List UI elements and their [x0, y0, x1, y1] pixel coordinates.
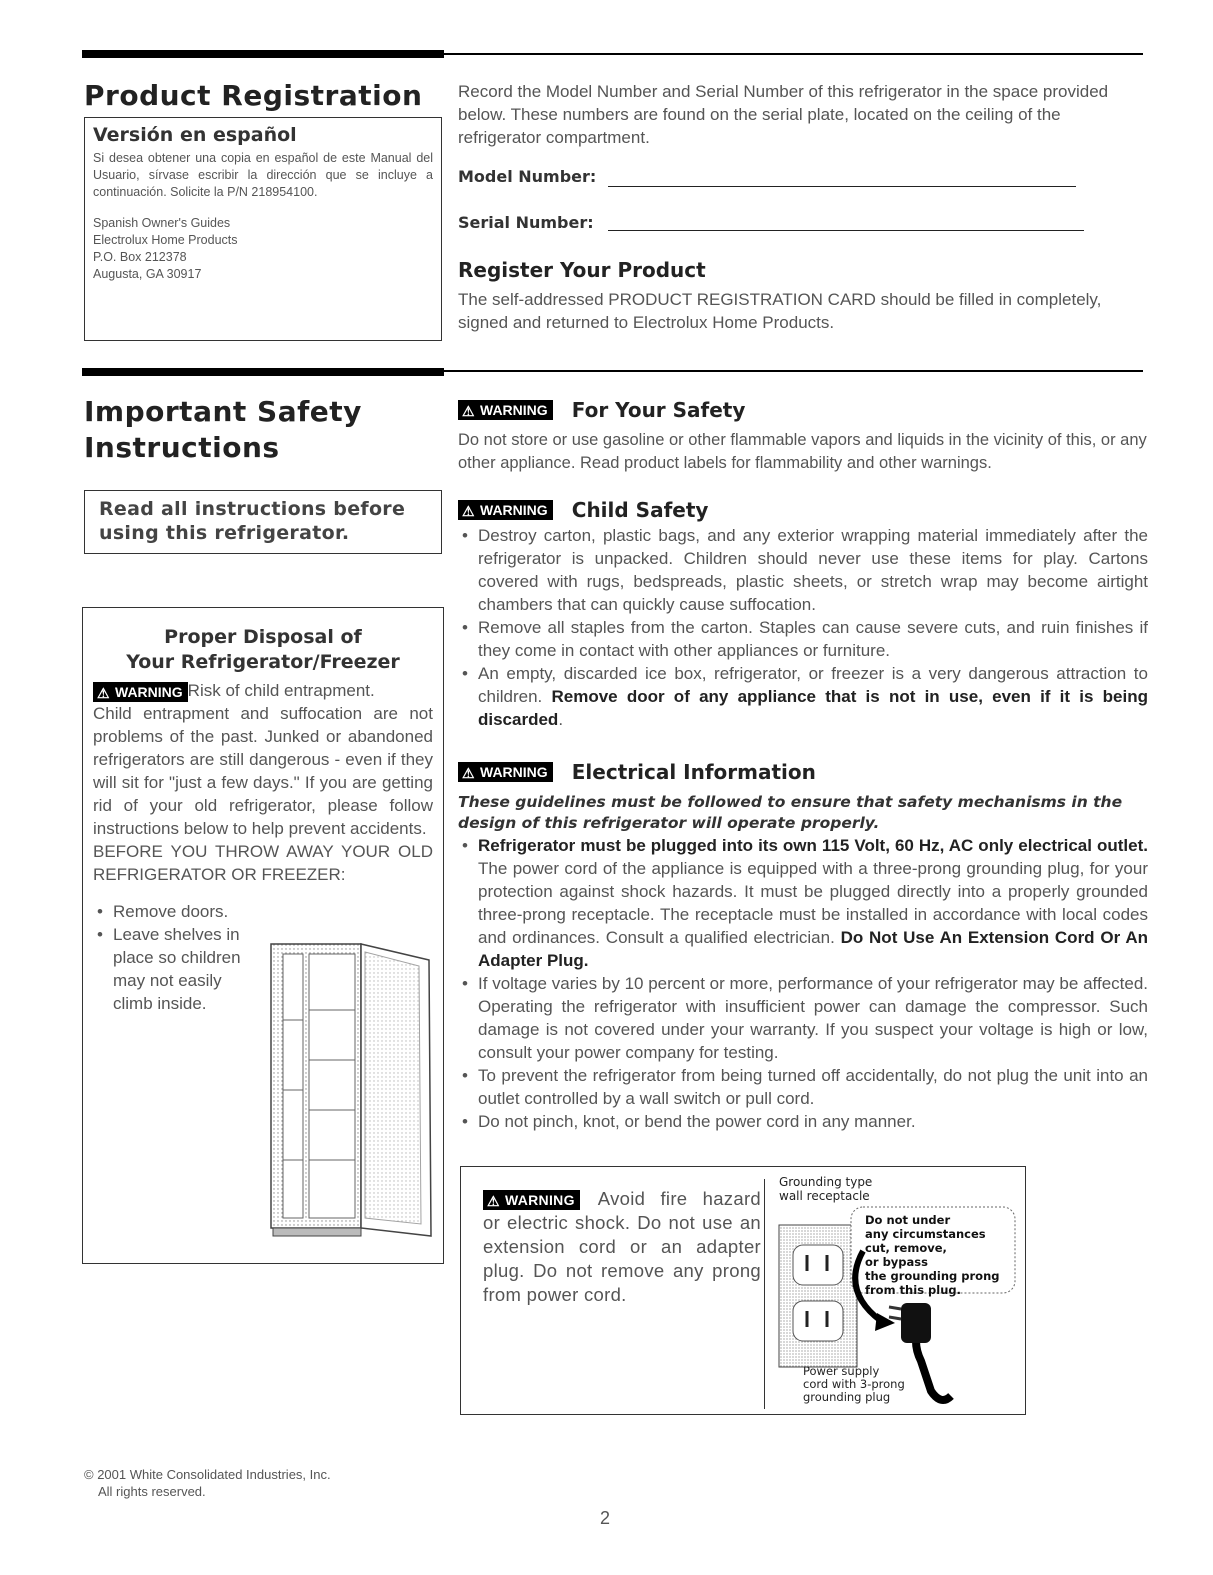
- spanish-heading: Versión en español: [93, 124, 297, 146]
- spanish-version-box: [84, 117, 442, 341]
- for-your-safety-header: [458, 398, 745, 422]
- power-cord-label: Power supply cord with 3-prong grounding plug: [803, 1364, 905, 1404]
- child-safety-header: [458, 498, 708, 522]
- warning-badge-disposal: ⚠ WARNING: [93, 682, 188, 702]
- grounding-receptacle-label: Grounding type wall receptacle: [779, 1175, 873, 1203]
- product-registration-heading: Product Registration: [84, 79, 423, 112]
- grounding-callout: [865, 1213, 1013, 1297]
- electrical-item-3: • To prevent the refrigerator from being turned off accidentally, do not plug the unit into an outlet controlled by a wall switch or pull cord.: [458, 1064, 1148, 1110]
- plug-separator: [764, 1179, 765, 1409]
- model-number-field[interactable]: [608, 186, 1076, 187]
- child-safety-item-1: • Destroy carton, plastic bags, and any exterior wrapping material immediately after the refrigerator is unpacked. Children should never use these items for play. Cartons covered with rugs, bedspreads, plastic sheets, or stretch wrap may become airtight chambers that can quickly cause suffocation.: [458, 524, 1148, 616]
- callout-line-4: or bypass: [865, 1255, 928, 1269]
- serial-number-field[interactable]: [608, 230, 1084, 231]
- top-rule-thin: [444, 53, 1143, 55]
- warning-badge-electrical: ⚠ WARNING: [458, 762, 553, 782]
- disposal-item-2: • Leave shelves in place so children may not easily climb inside.: [93, 923, 253, 1015]
- child-safety-heading: Child Safety: [571, 498, 709, 522]
- disposal-box: [82, 607, 444, 1264]
- model-number-row: [458, 167, 1148, 186]
- address-line-4: Augusta, GA 30917: [93, 267, 202, 281]
- disposal-item-1: • Remove doors.: [93, 900, 253, 923]
- spanish-address: [93, 215, 433, 283]
- plug-warning-text: ⚠ WARNING Avoid fire hazard or electric shock. Do not use an extension cord or an adapter plug. Do not remove any prong from power cord.: [483, 1188, 761, 1305]
- serial-number-label: Serial Number:: [458, 213, 594, 232]
- copyright: [84, 1466, 331, 1500]
- read-instructions-box: [84, 490, 442, 554]
- warning-triangle-icon: ⚠: [487, 1193, 500, 1210]
- safety-heading-line2: Instructions: [84, 431, 280, 464]
- callout-line-6: from this plug.: [865, 1283, 961, 1297]
- electrical-intro: These guidelines must be followed to ensure that safety mechanisms in the design of this refrigerator will operate properly.: [458, 793, 1123, 832]
- disposal-body: [93, 679, 433, 886]
- warning-badge-child: ⚠ WARNING: [458, 500, 553, 520]
- disposal-paragraph: Child entrapment and suffocation are not problems of the past. Junked or abandoned refrigerators are still dangerous - even if they will sit for "just a few days." If you are getting rid of your old refrigerator, please follow instructions below to help prevent accidents.: [93, 704, 433, 838]
- mid-rule-thin: [444, 370, 1143, 372]
- refrigerator-illustration: [269, 940, 439, 1240]
- disposal-heading-2: Your Refrigerator/Freezer: [126, 651, 400, 673]
- safety-heading: [84, 394, 444, 466]
- page-number: 2: [600, 1508, 611, 1528]
- electrical-heading: Electrical Information: [571, 760, 816, 784]
- for-your-safety-text: Do not store or use gasoline or other flammable vapors and liquids in the vicinity of this, or any other appliance. Read product labels for flammability and other warnings.: [458, 431, 1147, 472]
- spanish-paragraph: Si desea obtener una copia en español de este Manual del Usuario, sírvase escribir la dirección que se incluye a continuación. Solicite la P/N 218954100.: [93, 151, 433, 199]
- safety-heading-line1: Important Safety: [84, 395, 362, 428]
- electrical-item-4: • Do not pinch, knot, or bend the power cord in any manner.: [458, 1110, 1148, 1133]
- serial-number-row: [458, 213, 1148, 232]
- child-safety-item-2: • Remove all staples from the carton. Staples can cause severe cuts, and ruin finishes if they come in contact with other appliances or furniture.: [458, 616, 1148, 662]
- electrical-item-2: • If voltage varies by 10 percent or more, performance of your refrigerator may be affected. Operating the refrigerator with insufficient power can damage the compressor. Such damage is not covered under your warranty. If you suspect your voltage is high or low, consult your power company for testing.: [458, 972, 1148, 1064]
- child-safety-list: [458, 524, 1148, 731]
- copyright-line: © 2001 White Consolidated Industries, Inc.: [84, 1467, 331, 1482]
- mid-rule-thick: [82, 368, 444, 376]
- for-your-safety-heading: For Your Safety: [571, 398, 746, 422]
- warning-badge-plug: ⚠ WARNING: [483, 1190, 580, 1210]
- rights-line: All rights reserved.: [98, 1484, 206, 1499]
- callout-line-3: cut, remove,: [865, 1241, 947, 1255]
- disposal-risk: Risk of child entrapment.: [187, 681, 375, 700]
- registration-intro: Record the Model Number and Serial Number of this refrigerator in the space provided below. These numbers are found on the serial plate, located on the ceiling of the refrigerator compartment.: [458, 82, 1109, 147]
- remove-door-emphasis: Remove door of any appliance that is not in use, even if it is being discarded: [478, 687, 1148, 729]
- warning-triangle-icon: ⚠: [462, 503, 475, 519]
- model-number-label: Model Number:: [458, 167, 597, 186]
- address-line-2: Electrolux Home Products: [93, 233, 238, 247]
- warning-triangle-icon: ⚠: [462, 765, 475, 781]
- address-line-1: Spanish Owner's Guides: [93, 216, 231, 230]
- callout-line-2: any circumstances: [865, 1227, 986, 1241]
- disposal-list: [93, 900, 253, 1015]
- read-instructions-text: Read all instructions before using this refrigerator.: [99, 498, 406, 544]
- register-product-heading: Register Your Product: [458, 258, 706, 282]
- address-line-3: P.O. Box 212378: [93, 250, 187, 264]
- top-rule-thick: [82, 50, 444, 58]
- callout-line-1: Do not under: [865, 1213, 951, 1227]
- register-product-text: The self-addressed PRODUCT REGISTRATION CARD should be filled in completely, signed and returned to Electrolux Home Products.: [458, 290, 1102, 332]
- warning-triangle-icon: ⚠: [462, 403, 475, 419]
- electrical-list: [458, 834, 1148, 1133]
- warning-triangle-icon: ⚠: [97, 684, 110, 701]
- child-safety-item-3: • An empty, discarded ice box, refrigerator, or freezer is a very dangerous attraction to children. Remove door of any appliance that is not in use, even if it is being discarded.: [458, 662, 1148, 731]
- warning-badge-safety: ⚠ WARNING: [458, 400, 553, 420]
- disposal-heading-1: Proper Disposal of: [164, 626, 362, 648]
- plug-warning-box: [460, 1166, 1026, 1415]
- plug-warning-text-block: [483, 1187, 761, 1307]
- electrical-item-1: • Refrigerator must be plugged into its own 115 Volt, 60 Hz, AC only electrical outlet. The power cord of the appliance is equipped with a three-prong grounding plug, for your protection against shock hazards. It must be plugged directly into a properly grounded three-prong receptacle. The receptacle must be installed in accordance with local codes and ordinances. Consult a qualified electrician. Do Not Use An Extension Cord Or An Adapter Plug.: [458, 834, 1148, 972]
- electrical-header: [458, 760, 816, 784]
- callout-line-5: the grounding prong: [865, 1269, 1000, 1283]
- disposal-caps: BEFORE YOU THROW AWAY YOUR OLD REFRIGERATOR OR FREEZER:: [93, 842, 433, 884]
